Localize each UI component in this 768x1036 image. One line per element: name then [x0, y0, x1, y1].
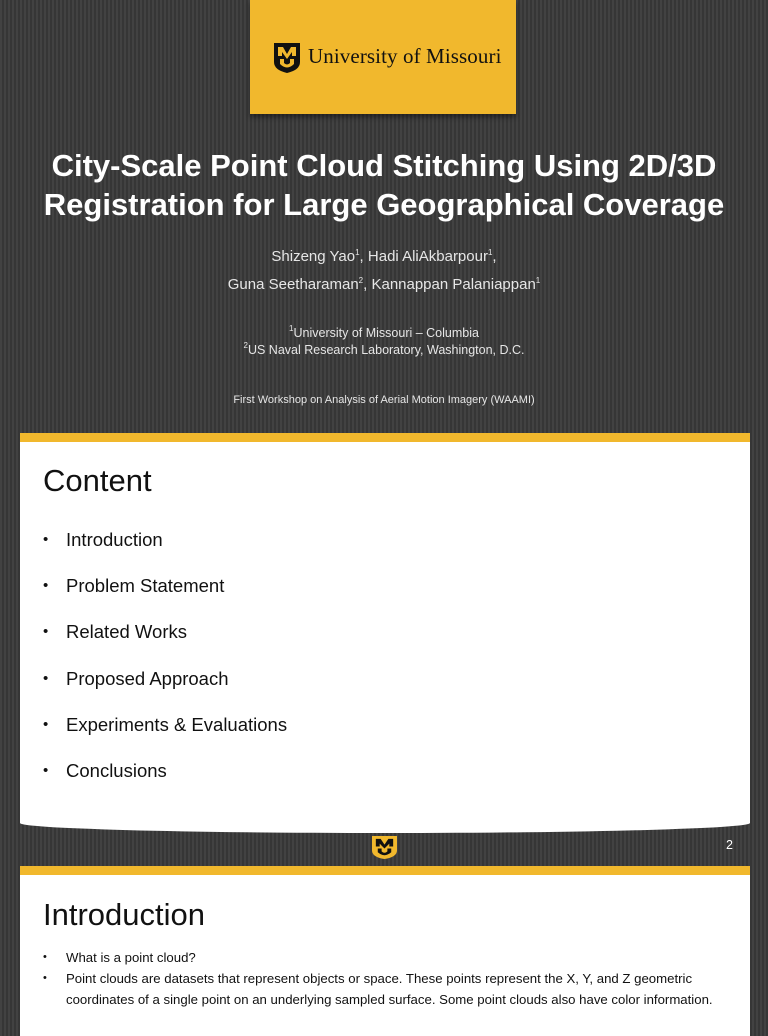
- page-number: 2: [726, 838, 733, 852]
- author-affiliation-mark: 1: [487, 248, 493, 257]
- presentation-title: [0, 146, 768, 224]
- list-item: • Related Works: [43, 621, 287, 667]
- author-line-2: [0, 271, 768, 299]
- author-separator: ,: [363, 276, 372, 293]
- author-line-1: [0, 243, 768, 271]
- author-name: Hadi AliAkbarpour: [367, 248, 488, 265]
- content-slide: [20, 433, 750, 833]
- slide-heading: Content: [43, 463, 152, 498]
- author-separator: ,: [492, 248, 497, 265]
- author-name: Shizeng Yao: [271, 248, 356, 265]
- affiliation-list: [0, 325, 768, 359]
- title-line-1: City-Scale Point Cloud Stitching Using 2D/3D: [51, 148, 717, 183]
- author-list: [0, 243, 768, 299]
- author-affiliation-mark: 1: [535, 276, 541, 285]
- author-name: Guna Seetharaman: [227, 276, 359, 293]
- university-logo-banner: [250, 0, 516, 114]
- title-line-2: Registration for Large Geographical Coverage: [43, 187, 725, 222]
- author-affiliation-mark: 1: [355, 248, 360, 257]
- affiliation-text: US Naval Research Laboratory, Washington, D.C.: [247, 343, 525, 357]
- affiliation-text: University of Missouri – Columbia: [293, 326, 479, 340]
- workshop-name: First Workshop on Analysis of Aerial Motion Imagery (WAAMI): [233, 394, 535, 406]
- list-item: • Introduction: [43, 529, 287, 575]
- mizzou-tiger-m-logo-icon: [273, 42, 301, 74]
- introduction-list: [43, 947, 723, 1010]
- introduction-slide: [20, 866, 750, 1036]
- affiliation-mark: 1: [289, 324, 294, 333]
- list-item: • Conclusions: [43, 760, 287, 806]
- list-item: • Problem Statement: [43, 575, 287, 621]
- mizzou-tiger-m-logo-icon: [371, 835, 398, 860]
- content-list: [43, 529, 287, 806]
- list-item: • Experiments & Evaluations: [43, 714, 287, 760]
- university-name: University of Missouri: [308, 44, 502, 68]
- affiliation-1: [0, 325, 768, 342]
- author-affiliation-mark: 2: [358, 276, 364, 285]
- affiliation-mark: 2: [243, 341, 248, 350]
- list-item: • What is a point cloud?: [43, 947, 723, 968]
- list-item: • Point clouds are datasets that represent objects or space. These points represent the X, Y, and Z geometric coordinates of a single point on an underlying sampled surface. Some point clouds also have color information.: [43, 968, 723, 1010]
- author-name: Kannappan Palaniappan: [371, 276, 536, 293]
- list-item: • Proposed Approach: [43, 668, 287, 714]
- author-separator: ,: [359, 248, 368, 265]
- affiliation-2: [0, 342, 768, 359]
- slide-heading: Introduction: [43, 897, 205, 932]
